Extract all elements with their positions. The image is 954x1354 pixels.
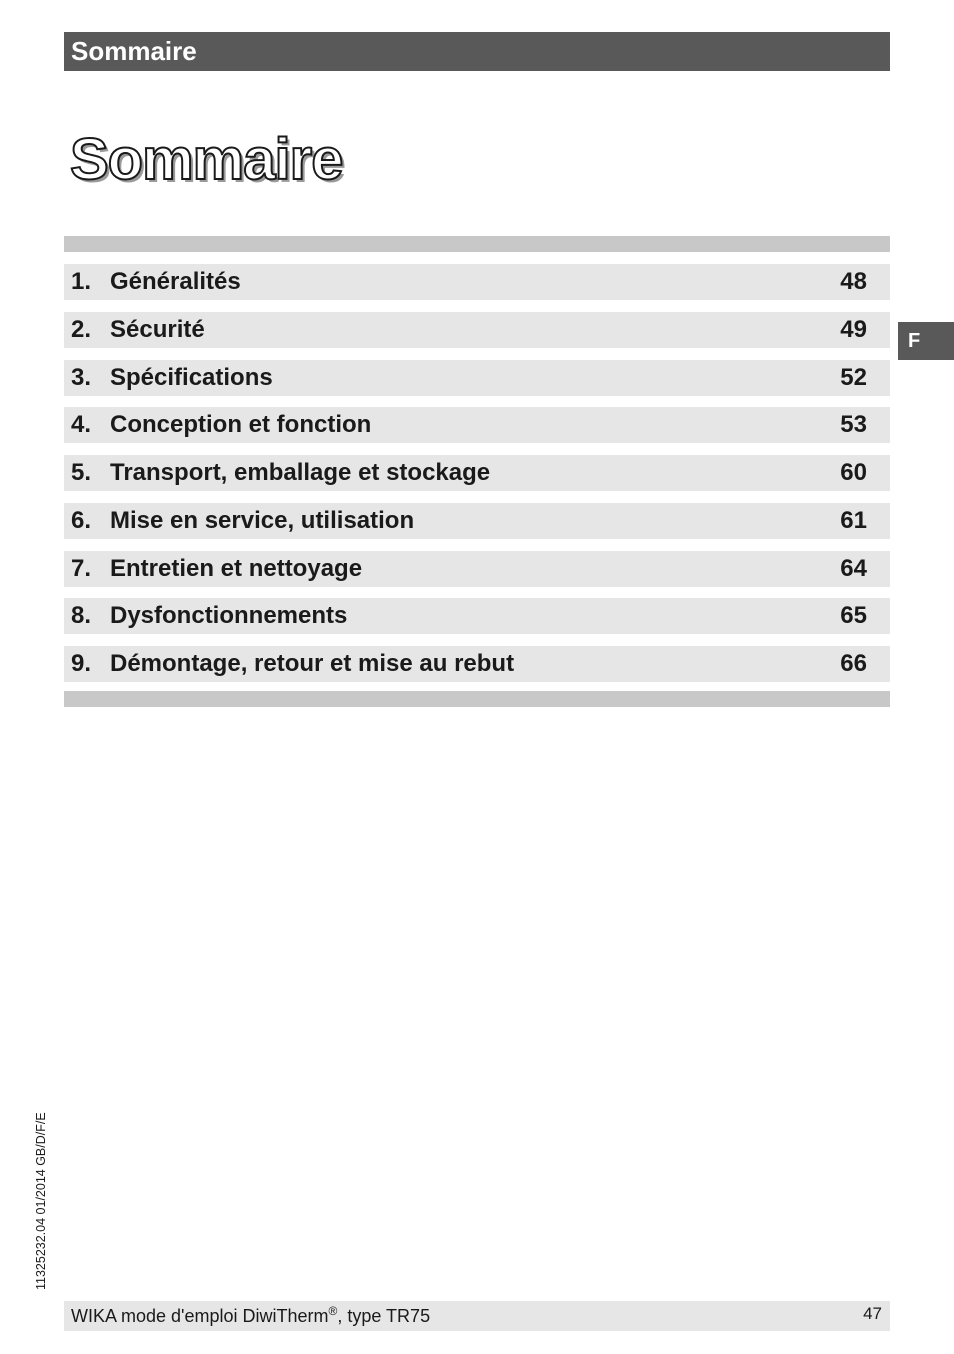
toc-title: Mise en service, utilisation [110, 506, 415, 534]
page-number: 47 [863, 1304, 882, 1323]
toc-title: Conception et fonction [110, 411, 372, 439]
toc-row-5[interactable] [64, 455, 890, 491]
toc-number: 7. [71, 554, 92, 582]
section-header [64, 32, 890, 71]
toc-page: 52 [840, 363, 867, 391]
section-header-title: Sommaire [71, 36, 197, 66]
toc-row-7[interactable] [64, 551, 890, 587]
toc-title: Démontage, retour et mise au rebut [110, 650, 515, 677]
page-title: Sommaire [70, 127, 343, 192]
toc-page: 49 [840, 315, 867, 343]
toc-number: 5. [71, 459, 92, 486]
footer-text-suffix: , type TR75 [337, 1306, 431, 1326]
footer-text-main: WIKA mode d'emploi DiwiTherm [71, 1306, 329, 1326]
toc-title: Dysfonctionnements [110, 602, 348, 630]
toc-row-8[interactable] [64, 598, 890, 634]
toc-number: 2. [71, 315, 92, 343]
language-tab [898, 322, 954, 360]
toc-title: Sécurité [110, 315, 205, 343]
toc-row-4[interactable] [64, 407, 890, 443]
toc-number: 3. [71, 363, 92, 391]
toc-title: Entretien et nettoyage [110, 554, 363, 582]
toc-page: 53 [840, 411, 867, 439]
toc-number: 8. [71, 602, 92, 630]
toc-number: 9. [71, 650, 92, 677]
toc-page: 64 [840, 554, 867, 582]
toc-page: 48 [840, 268, 867, 295]
toc-title: Spécifications [110, 363, 273, 391]
toc-row-1[interactable] [64, 264, 890, 300]
toc-page: 65 [840, 602, 867, 630]
toc-number: 6. [71, 506, 92, 534]
toc-row-9[interactable] [64, 646, 890, 682]
footer-text [71, 1301, 430, 1331]
toc-row-3[interactable] [64, 360, 890, 396]
toc-number: 4. [71, 411, 92, 439]
registered-mark: ® [328, 1304, 338, 1318]
toc-top-rule [64, 236, 890, 252]
toc-row-2[interactable] [64, 312, 890, 348]
document-code: 11325232.04 01/2014 GB/D/F/E [34, 1112, 48, 1290]
toc-page: 66 [840, 650, 867, 677]
language-tab-label: F [908, 330, 921, 352]
toc-title: Généralités [110, 268, 241, 295]
page-footer [64, 1301, 890, 1331]
toc-page: 61 [840, 506, 867, 534]
toc-row-6[interactable] [64, 503, 890, 539]
toc-bottom-rule [64, 691, 890, 707]
toc-number: 1. [71, 268, 92, 295]
table-of-contents [64, 264, 890, 694]
toc-page: 60 [840, 459, 867, 486]
toc-title: Transport, emballage et stockage [110, 459, 491, 486]
